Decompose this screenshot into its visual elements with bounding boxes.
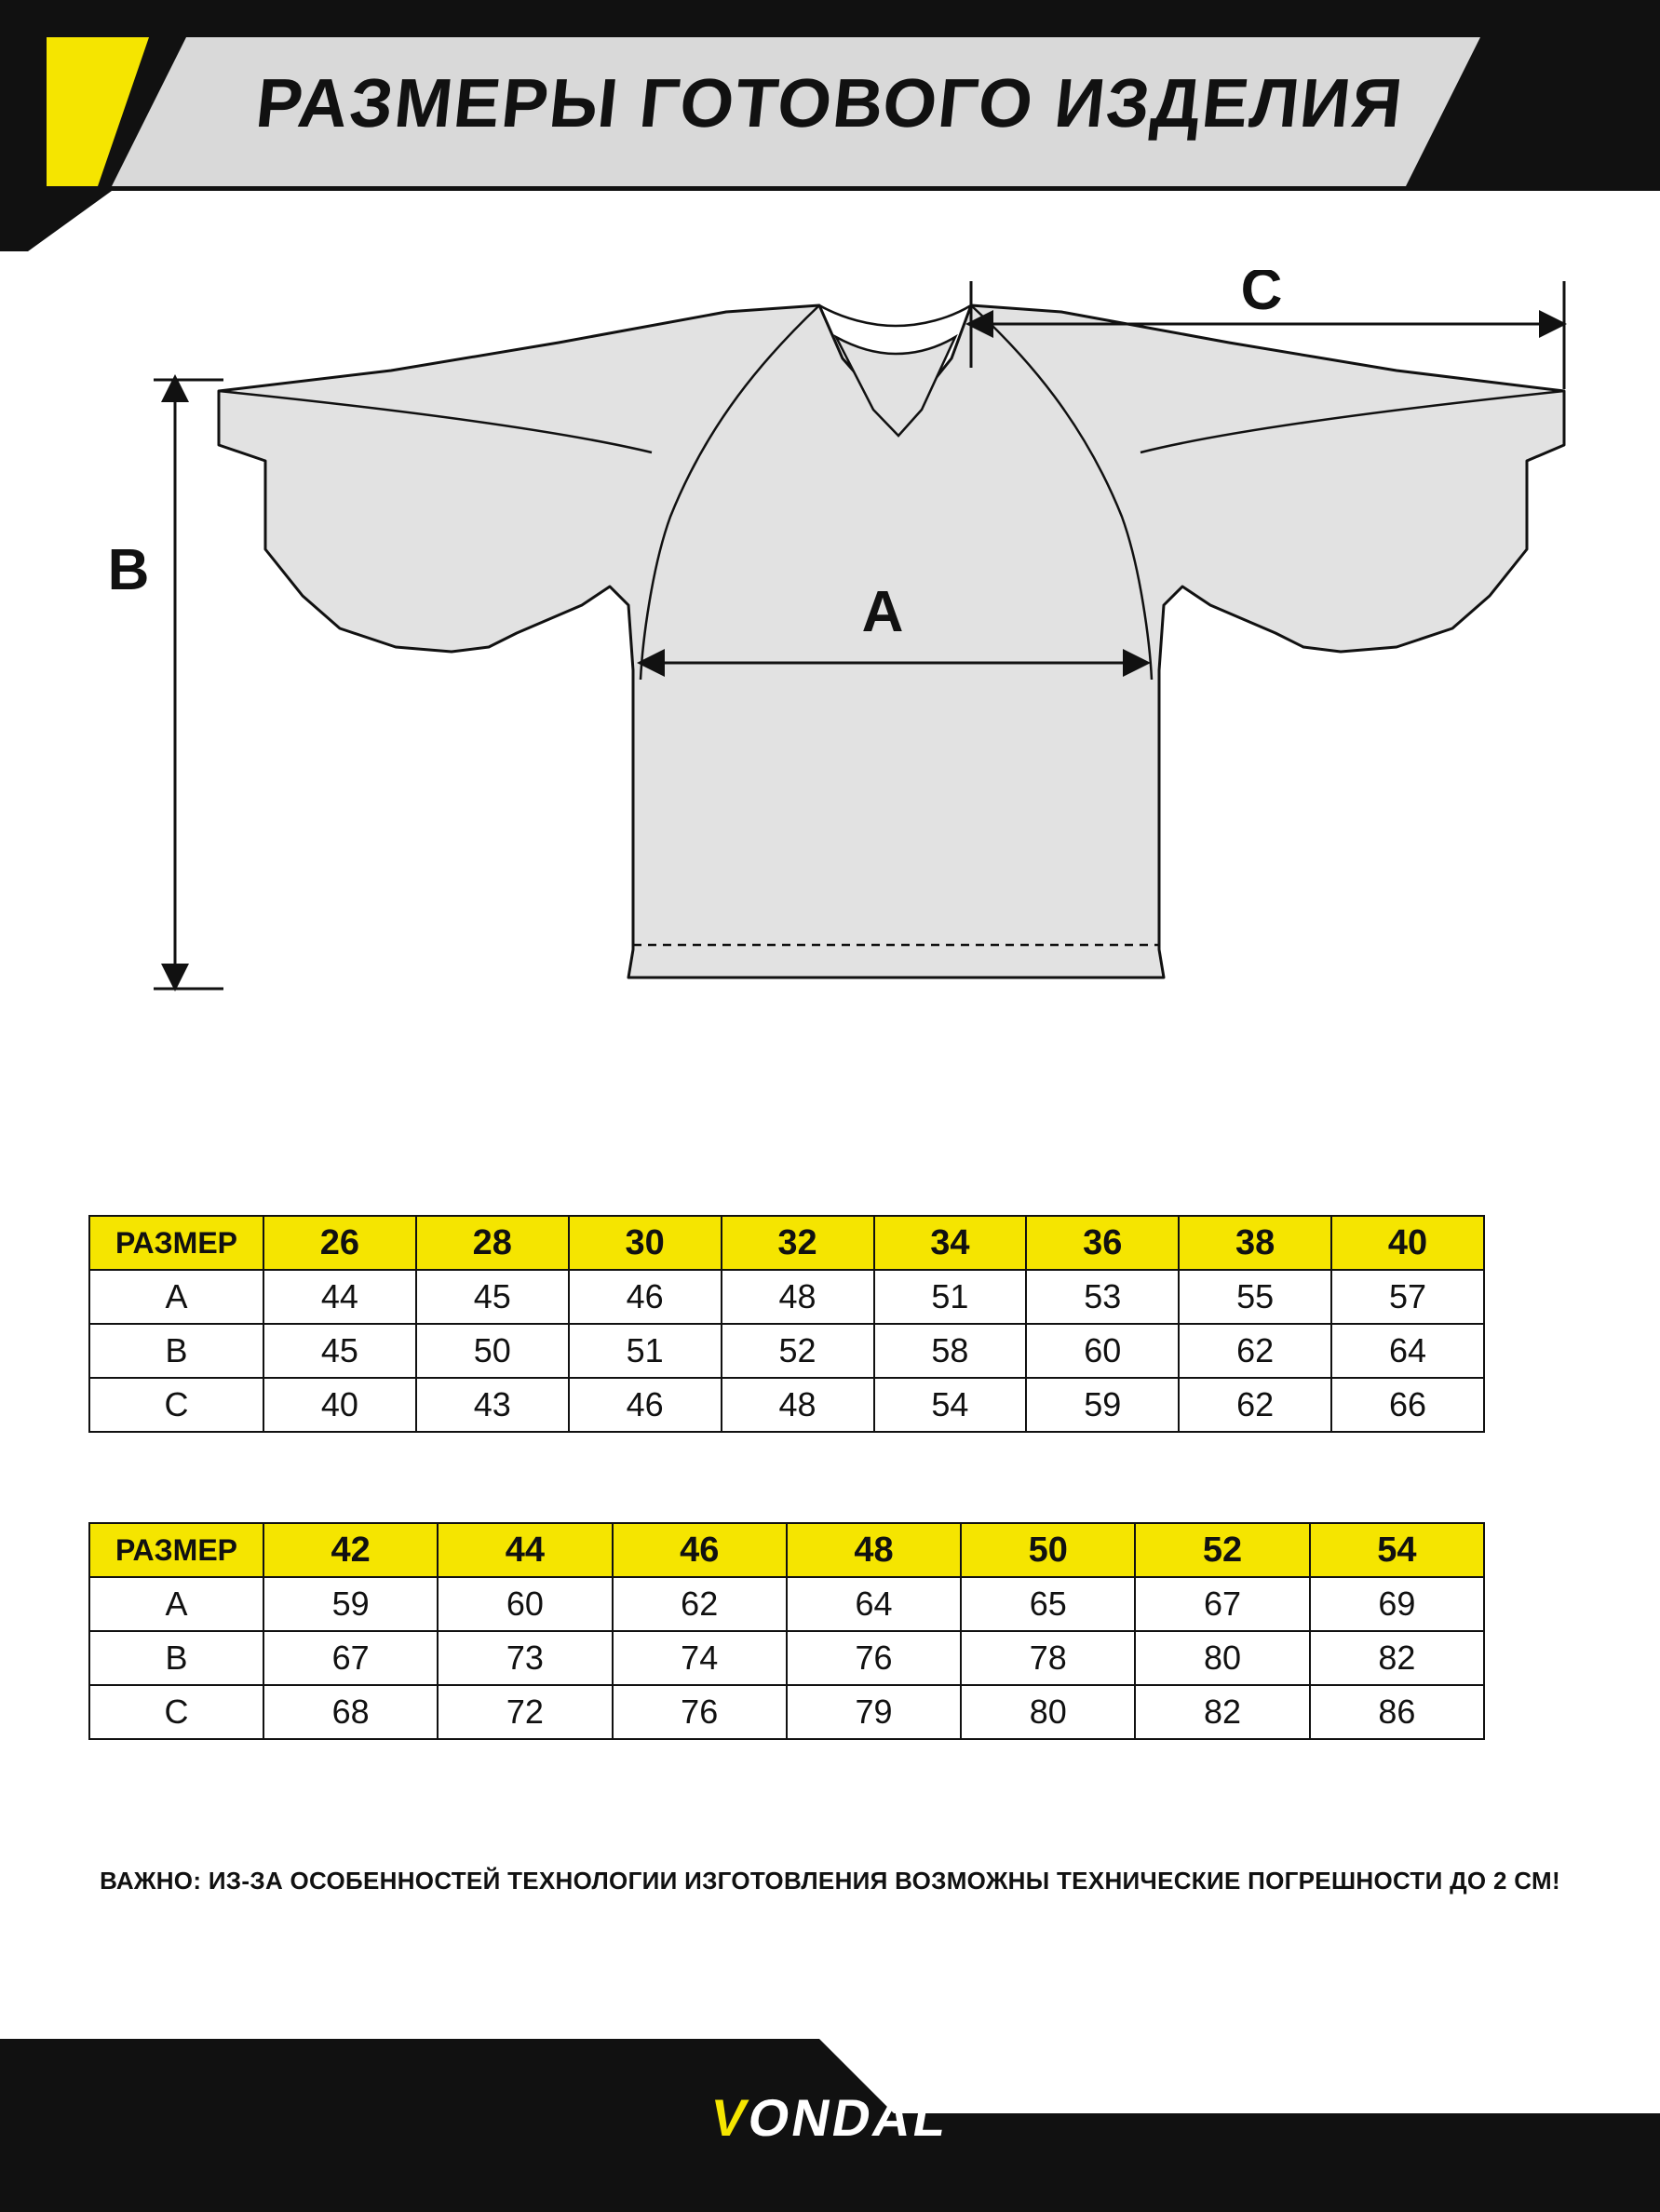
row-label-a: A	[89, 1270, 263, 1324]
cell-c-44: 72	[438, 1685, 612, 1739]
cell-c-26: 40	[263, 1378, 416, 1432]
cell-c-32: 48	[722, 1378, 874, 1432]
cell-c-28: 43	[416, 1378, 569, 1432]
cell-a-50: 65	[961, 1577, 1135, 1631]
cell-b-52: 80	[1135, 1631, 1309, 1685]
cell-c-46: 76	[613, 1685, 787, 1739]
table-row	[89, 1324, 1484, 1378]
brand-logo-accent: V	[706, 2088, 755, 2147]
cell-a-40: 57	[1331, 1270, 1484, 1324]
cell-c-40: 66	[1331, 1378, 1484, 1432]
page-footer	[0, 2039, 1660, 2212]
table-header-row	[89, 1523, 1484, 1577]
header-size-38: 38	[1179, 1216, 1331, 1270]
header-size-44: 44	[438, 1523, 612, 1577]
row-label-b: B	[89, 1631, 263, 1685]
table-row	[89, 1631, 1484, 1685]
cell-b-50: 78	[961, 1631, 1135, 1685]
cell-c-42: 68	[263, 1685, 438, 1739]
brand-logo-text: ONDAL	[744, 2088, 954, 2147]
row-label-a: A	[89, 1577, 263, 1631]
cell-b-32: 52	[722, 1324, 874, 1378]
header-size-50: 50	[961, 1523, 1135, 1577]
header-size-label: РАЗМЕР	[89, 1523, 263, 1577]
cell-a-28: 45	[416, 1270, 569, 1324]
table-row	[89, 1577, 1484, 1631]
header-size-36: 36	[1026, 1216, 1179, 1270]
cell-a-54: 69	[1310, 1577, 1484, 1631]
cell-b-38: 62	[1179, 1324, 1331, 1378]
measure-label-a: A	[861, 580, 904, 644]
jersey-measurement-diagram	[0, 270, 1660, 1192]
cell-a-38: 55	[1179, 1270, 1331, 1324]
cell-a-52: 67	[1135, 1577, 1309, 1631]
row-label-c: C	[89, 1378, 263, 1432]
header-size-52: 52	[1135, 1523, 1309, 1577]
cell-c-50: 80	[961, 1685, 1135, 1739]
header-size-48: 48	[787, 1523, 961, 1577]
header-size-42: 42	[263, 1523, 438, 1577]
cell-c-54: 86	[1310, 1685, 1484, 1739]
cell-a-30: 46	[569, 1270, 722, 1324]
cell-a-42: 59	[263, 1577, 438, 1631]
cell-b-48: 76	[787, 1631, 961, 1685]
cell-a-34: 51	[874, 1270, 1027, 1324]
brand-logo	[0, 2087, 1660, 2148]
cell-a-46: 62	[613, 1577, 787, 1631]
size-table-2-wrapper	[88, 1522, 1485, 1740]
cell-c-30: 46	[569, 1378, 722, 1432]
cell-a-36: 53	[1026, 1270, 1179, 1324]
header-size-26: 26	[263, 1216, 416, 1270]
page-title: РАЗМЕРЫ ГОТОВОГО ИЗДЕЛИЯ	[252, 64, 1408, 142]
cell-c-34: 54	[874, 1378, 1027, 1432]
cell-b-44: 73	[438, 1631, 612, 1685]
cell-a-44: 60	[438, 1577, 612, 1631]
header-size-30: 30	[569, 1216, 722, 1270]
table-row	[89, 1270, 1484, 1324]
measure-label-b: B	[107, 538, 150, 602]
cell-b-30: 51	[569, 1324, 722, 1378]
header-size-label: РАЗМЕР	[89, 1216, 263, 1270]
table-row	[89, 1378, 1484, 1432]
important-note: ВАЖНО: ИЗ-ЗА ОСОБЕННОСТЕЙ ТЕХНОЛОГИИ ИЗГОТОВЛЕНИЯ ВОЗМОЖНЫ ТЕХНИЧЕСКИЕ ПОГРЕШНОСТИ ДО 2 СМ!	[100, 1867, 1560, 1895]
cell-b-42: 67	[263, 1631, 438, 1685]
header-size-32: 32	[722, 1216, 874, 1270]
header-size-46: 46	[613, 1523, 787, 1577]
cell-c-38: 62	[1179, 1378, 1331, 1432]
cell-b-36: 60	[1026, 1324, 1179, 1378]
header-size-28: 28	[416, 1216, 569, 1270]
cell-b-28: 50	[416, 1324, 569, 1378]
cell-b-34: 58	[874, 1324, 1027, 1378]
cell-b-40: 64	[1331, 1324, 1484, 1378]
cell-a-26: 44	[263, 1270, 416, 1324]
header-size-40: 40	[1331, 1216, 1484, 1270]
size-table-2	[88, 1522, 1485, 1740]
cell-a-48: 64	[787, 1577, 961, 1631]
table-header-row	[89, 1216, 1484, 1270]
measure-label-c: C	[1240, 270, 1283, 322]
cell-b-26: 45	[263, 1324, 416, 1378]
page-header	[0, 0, 1660, 251]
row-label-b: B	[89, 1324, 263, 1378]
cell-a-32: 48	[722, 1270, 874, 1324]
header-size-34: 34	[874, 1216, 1027, 1270]
cell-b-46: 74	[613, 1631, 787, 1685]
row-label-c: C	[89, 1685, 263, 1739]
measure-b	[154, 380, 223, 989]
size-table-1	[88, 1215, 1485, 1433]
table-row	[89, 1685, 1484, 1739]
size-table-1-wrapper	[88, 1215, 1485, 1433]
cell-c-52: 82	[1135, 1685, 1309, 1739]
cell-c-48: 79	[787, 1685, 961, 1739]
cell-b-54: 82	[1310, 1631, 1484, 1685]
header-size-54: 54	[1310, 1523, 1484, 1577]
cell-c-36: 59	[1026, 1378, 1179, 1432]
